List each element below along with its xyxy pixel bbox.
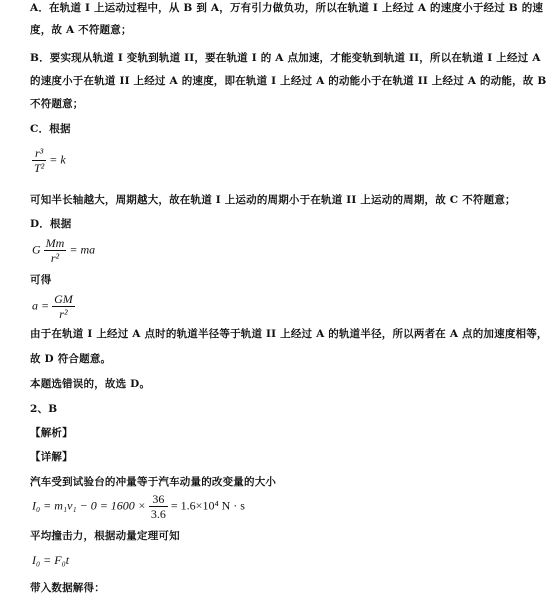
gravitation-formula xyxy=(32,236,95,265)
option-a-line-2: 度，故 A 不符题意； xyxy=(30,24,132,36)
kepler-numerator: r³ xyxy=(32,146,46,161)
option-b-line-2: 的速度小于在轨道 II 上经过 A 的速度，即在轨道 I 上经过 A 的动能小于在轨道 II 上经过 A 的动能，故 B xyxy=(30,75,547,87)
option-a-line-1: A．在轨道 I 上运动过程中，从 B 到 A，万有引力做负功，所以在轨道 I 上经过 A 的速度小于经过 B 的速 xyxy=(30,2,544,14)
jiexi-heading: 【解析】 xyxy=(30,427,73,439)
acceleration-denominator: r² xyxy=(59,307,68,321)
option-b-line-3: 不符题意； xyxy=(30,98,84,110)
gravitation-numerator: Mm xyxy=(45,236,65,250)
answer-note: 本题选错误的，故选 D。 xyxy=(30,378,151,390)
impulse-denominator: 3.6 xyxy=(150,507,166,521)
impulse-formula xyxy=(32,492,245,521)
impulse-right: = 1.6×10⁴ N · s xyxy=(170,498,245,513)
kepler-formula xyxy=(32,146,66,175)
impulse-statement: 汽车受到试验台的冲量等于汽车动量的改变量的大小 xyxy=(30,476,277,488)
acceleration-fraction xyxy=(52,292,75,321)
gravitation-fraction xyxy=(44,236,67,265)
question-2-answer: 2、B xyxy=(30,403,58,415)
xiangjie-heading: 【详解】 xyxy=(30,451,73,463)
kepler-rhs: = k xyxy=(49,152,66,167)
option-d-line-1: 由于在轨道 I 上经过 A 点时的轨道半径等于轨道 II 上经过 A 的轨道半径，所以两者在 A 点的加速度相等， xyxy=(30,328,548,340)
impulse-numerator: 36 xyxy=(149,492,168,507)
acceleration-formula xyxy=(32,292,75,321)
kepler-denominator: T² xyxy=(34,161,45,175)
momentum-theorem-line: 平均撞击力，根据动量定理可知 xyxy=(30,530,180,542)
force-formula: I₀ = F₀t xyxy=(32,553,70,567)
impulse-left: I₀ = m₁v₁ − 0 = 1600 × xyxy=(32,498,146,513)
kepler-fraction xyxy=(32,146,46,175)
option-c-conclusion: 可知半长轴越大，周期越大，故在轨道 I 上运动的周期小于在轨道 II 上运动的周期，故 C 不符题意； xyxy=(30,194,516,206)
impulse-fraction xyxy=(149,492,168,521)
option-c-heading: C．根据 xyxy=(30,123,71,135)
acceleration-lhs: a = xyxy=(32,298,50,313)
gravitation-rhs: = ma xyxy=(69,242,96,257)
kede-label: 可得 xyxy=(30,274,52,286)
option-b-line-1: B．要实现从轨道 I 变轨到轨道 II，要在轨道 I 的 A 点加速，才能变轨到轨道 II，所以在轨道 I 上经过 A xyxy=(30,52,541,64)
substitute-line: 带入数据解得： xyxy=(30,582,105,594)
gravitation-lhs: G xyxy=(32,242,41,257)
option-d-heading: D．根据 xyxy=(30,218,72,230)
gravitation-denominator: r² xyxy=(50,251,60,265)
option-d-line-2: 故 D 符合题意。 xyxy=(30,353,112,365)
acceleration-numerator: GM xyxy=(54,292,73,306)
